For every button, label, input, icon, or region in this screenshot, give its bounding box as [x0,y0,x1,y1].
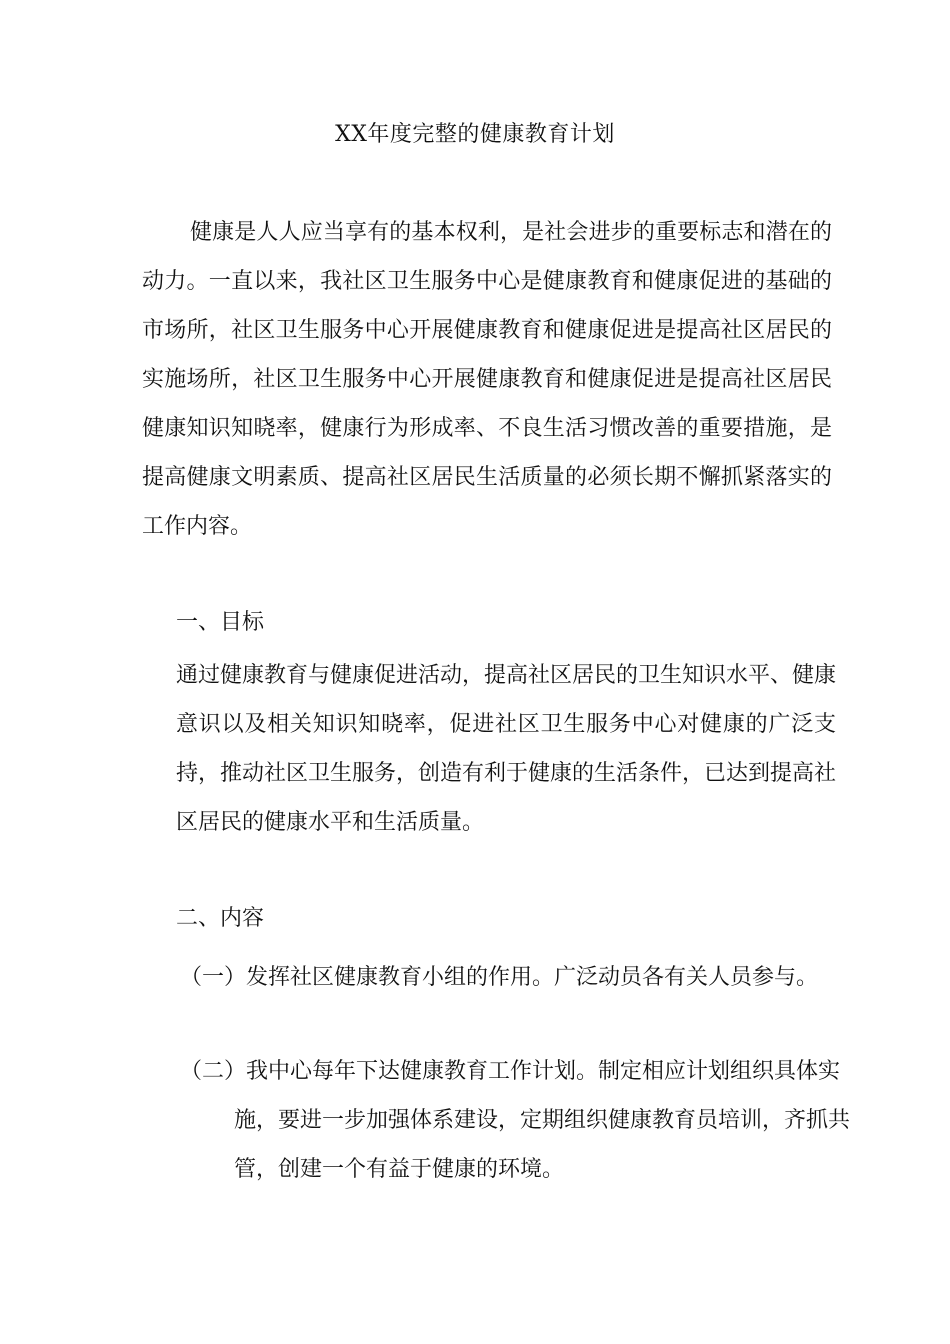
intro-paragraph: 健康是人人应当享有的基本权利，是社会进步的重要标志和潜在的动力。一直以来，我社区卫生服务中心是健康教育和健康促进的基础的市场所，社区卫生服务中心开展健康教育和健康促进是提高社区居民的实施场所，社区卫生服务中心开展健康教育和健康促进是提高社区居民健康知识知晓率，健康行为形成率、不良生活习惯改善的重要措施，是提高健康文明素质、提高社区居民生活质量的必须长期不懈抓紧落实的工作内容。 [142,220,832,539]
content-item-2: （二）我中心每年下达健康教育工作计划。制定相应计划组织具体实施，要进一步加强体系建设，定期组织健康教育员培训，齐抓共管，创建一个有益于健康的环境。 [180,1059,851,1182]
section-heading-goals: 一、目标 [176,610,265,635]
section-heading-content: 二、内容 [176,906,265,931]
section-body-goals: 通过健康教育与健康促进活动，提高社区居民的卫生知识水平、健康意识以及相关知识知晓率，促进社区卫生服务中心对健康的广泛支持，推动社区卫生服务，创造有利于健康的生活条件，已达到提高社区居民的健康水平和生活质量。 [176,663,837,835]
document-title: XX年度完整的健康教育计划 [335,122,615,147]
content-item-1: （一）发挥社区健康教育小组的作用。广泛动员各有关人员参与。 [180,965,819,990]
